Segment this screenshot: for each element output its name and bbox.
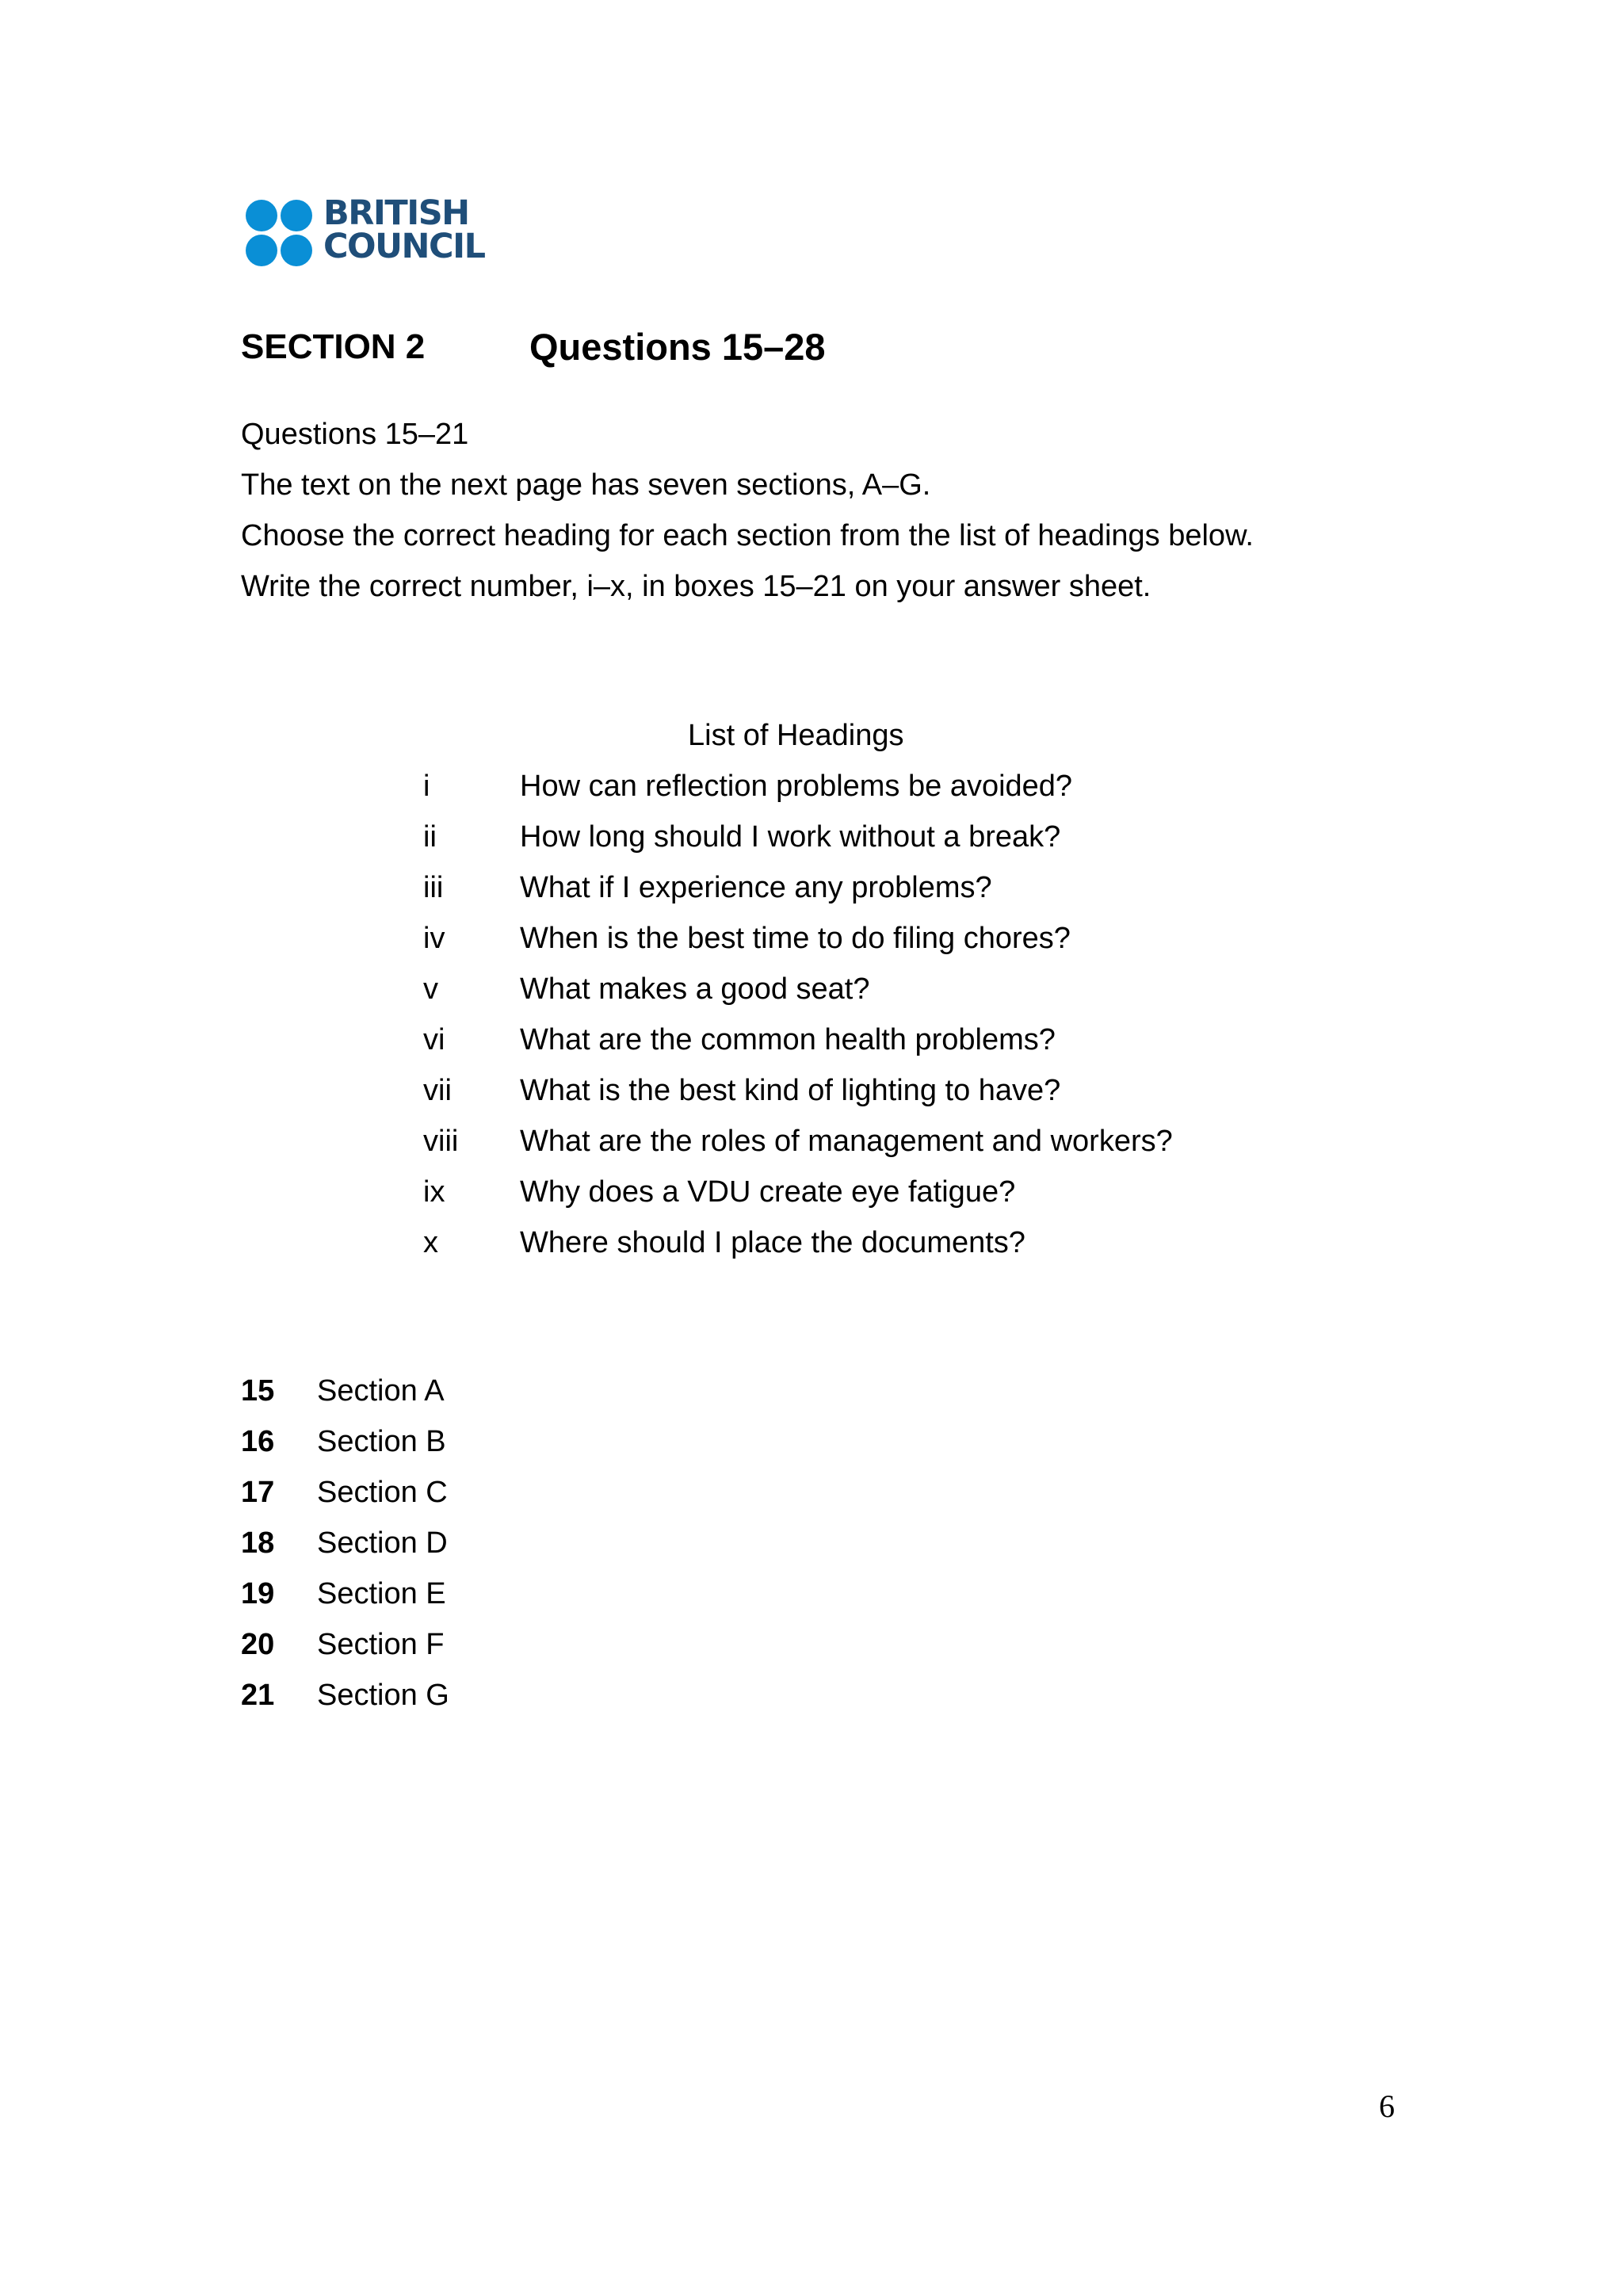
heading-numeral: iv [423, 922, 445, 955]
section-label: SECTION 2 [241, 327, 426, 366]
heading-numeral: x [423, 1226, 438, 1259]
instruction-line: Questions 15–21 [241, 418, 469, 451]
heading-numeral: vi [423, 1023, 445, 1056]
heading-text: When is the best time to do filing chores? [520, 922, 1071, 955]
logo-wordmark [323, 193, 485, 266]
british-council-logo [246, 193, 485, 268]
question-label: Section B [317, 1425, 446, 1458]
heading-text: What if I experience any problems? [520, 871, 992, 904]
heading-text: How can reflection problems be avoided? [520, 770, 1073, 803]
heading-text: What makes a good seat? [520, 972, 870, 1006]
question-label: Section E [317, 1577, 446, 1610]
heading-numeral: v [423, 972, 438, 1006]
logo-dots-icon [246, 200, 314, 268]
heading-text: What is the best kind of lighting to have? [520, 1074, 1061, 1107]
instruction-line: Write the correct number, i–x, in boxes 15–21 on your answer sheet. [241, 570, 1151, 603]
heading-numeral: vii [423, 1074, 452, 1107]
question-label: Section C [317, 1476, 448, 1509]
instruction-line: The text on the next page has seven sections, A–G. [241, 468, 931, 502]
instructions-block [241, 409, 1254, 612]
question-number: 15 [241, 1374, 275, 1408]
question-number: 18 [241, 1526, 275, 1560]
heading-text: How long should I work without a break? [520, 820, 1061, 854]
heading-text: Why does a VDU create eye fatigue? [520, 1175, 1016, 1209]
question-label: Section D [317, 1526, 448, 1560]
page-number: 6 [1379, 2088, 1395, 2124]
heading-numeral: i [423, 770, 430, 803]
question-label: Section F [317, 1628, 445, 1661]
heading-numeral: ii [423, 820, 437, 854]
heading-text: What are the roles of management and workers? [520, 1125, 1173, 1158]
question-number: 21 [241, 1679, 275, 1712]
question-label: Section A [317, 1374, 445, 1408]
heading-numeral: ix [423, 1175, 445, 1209]
heading-text: What are the common health problems? [520, 1023, 1056, 1056]
question-number: 16 [241, 1425, 275, 1458]
heading-text: Where should I place the documents? [520, 1226, 1025, 1259]
question-number: 17 [241, 1476, 275, 1509]
headings-list-title: List of Headings [688, 719, 904, 752]
logo-line-1: BRITISH [323, 193, 469, 233]
logo-line-2: COUNCIL [323, 227, 485, 266]
section-questions-range: Questions 15–28 [529, 326, 826, 368]
instruction-line: Choose the correct heading for each section from the list of headings below. [241, 519, 1254, 552]
question-label: Section G [317, 1679, 449, 1712]
heading-numeral: iii [423, 871, 444, 904]
heading-numeral: viii [423, 1125, 459, 1158]
question-number: 19 [241, 1577, 275, 1610]
question-number: 20 [241, 1628, 275, 1661]
